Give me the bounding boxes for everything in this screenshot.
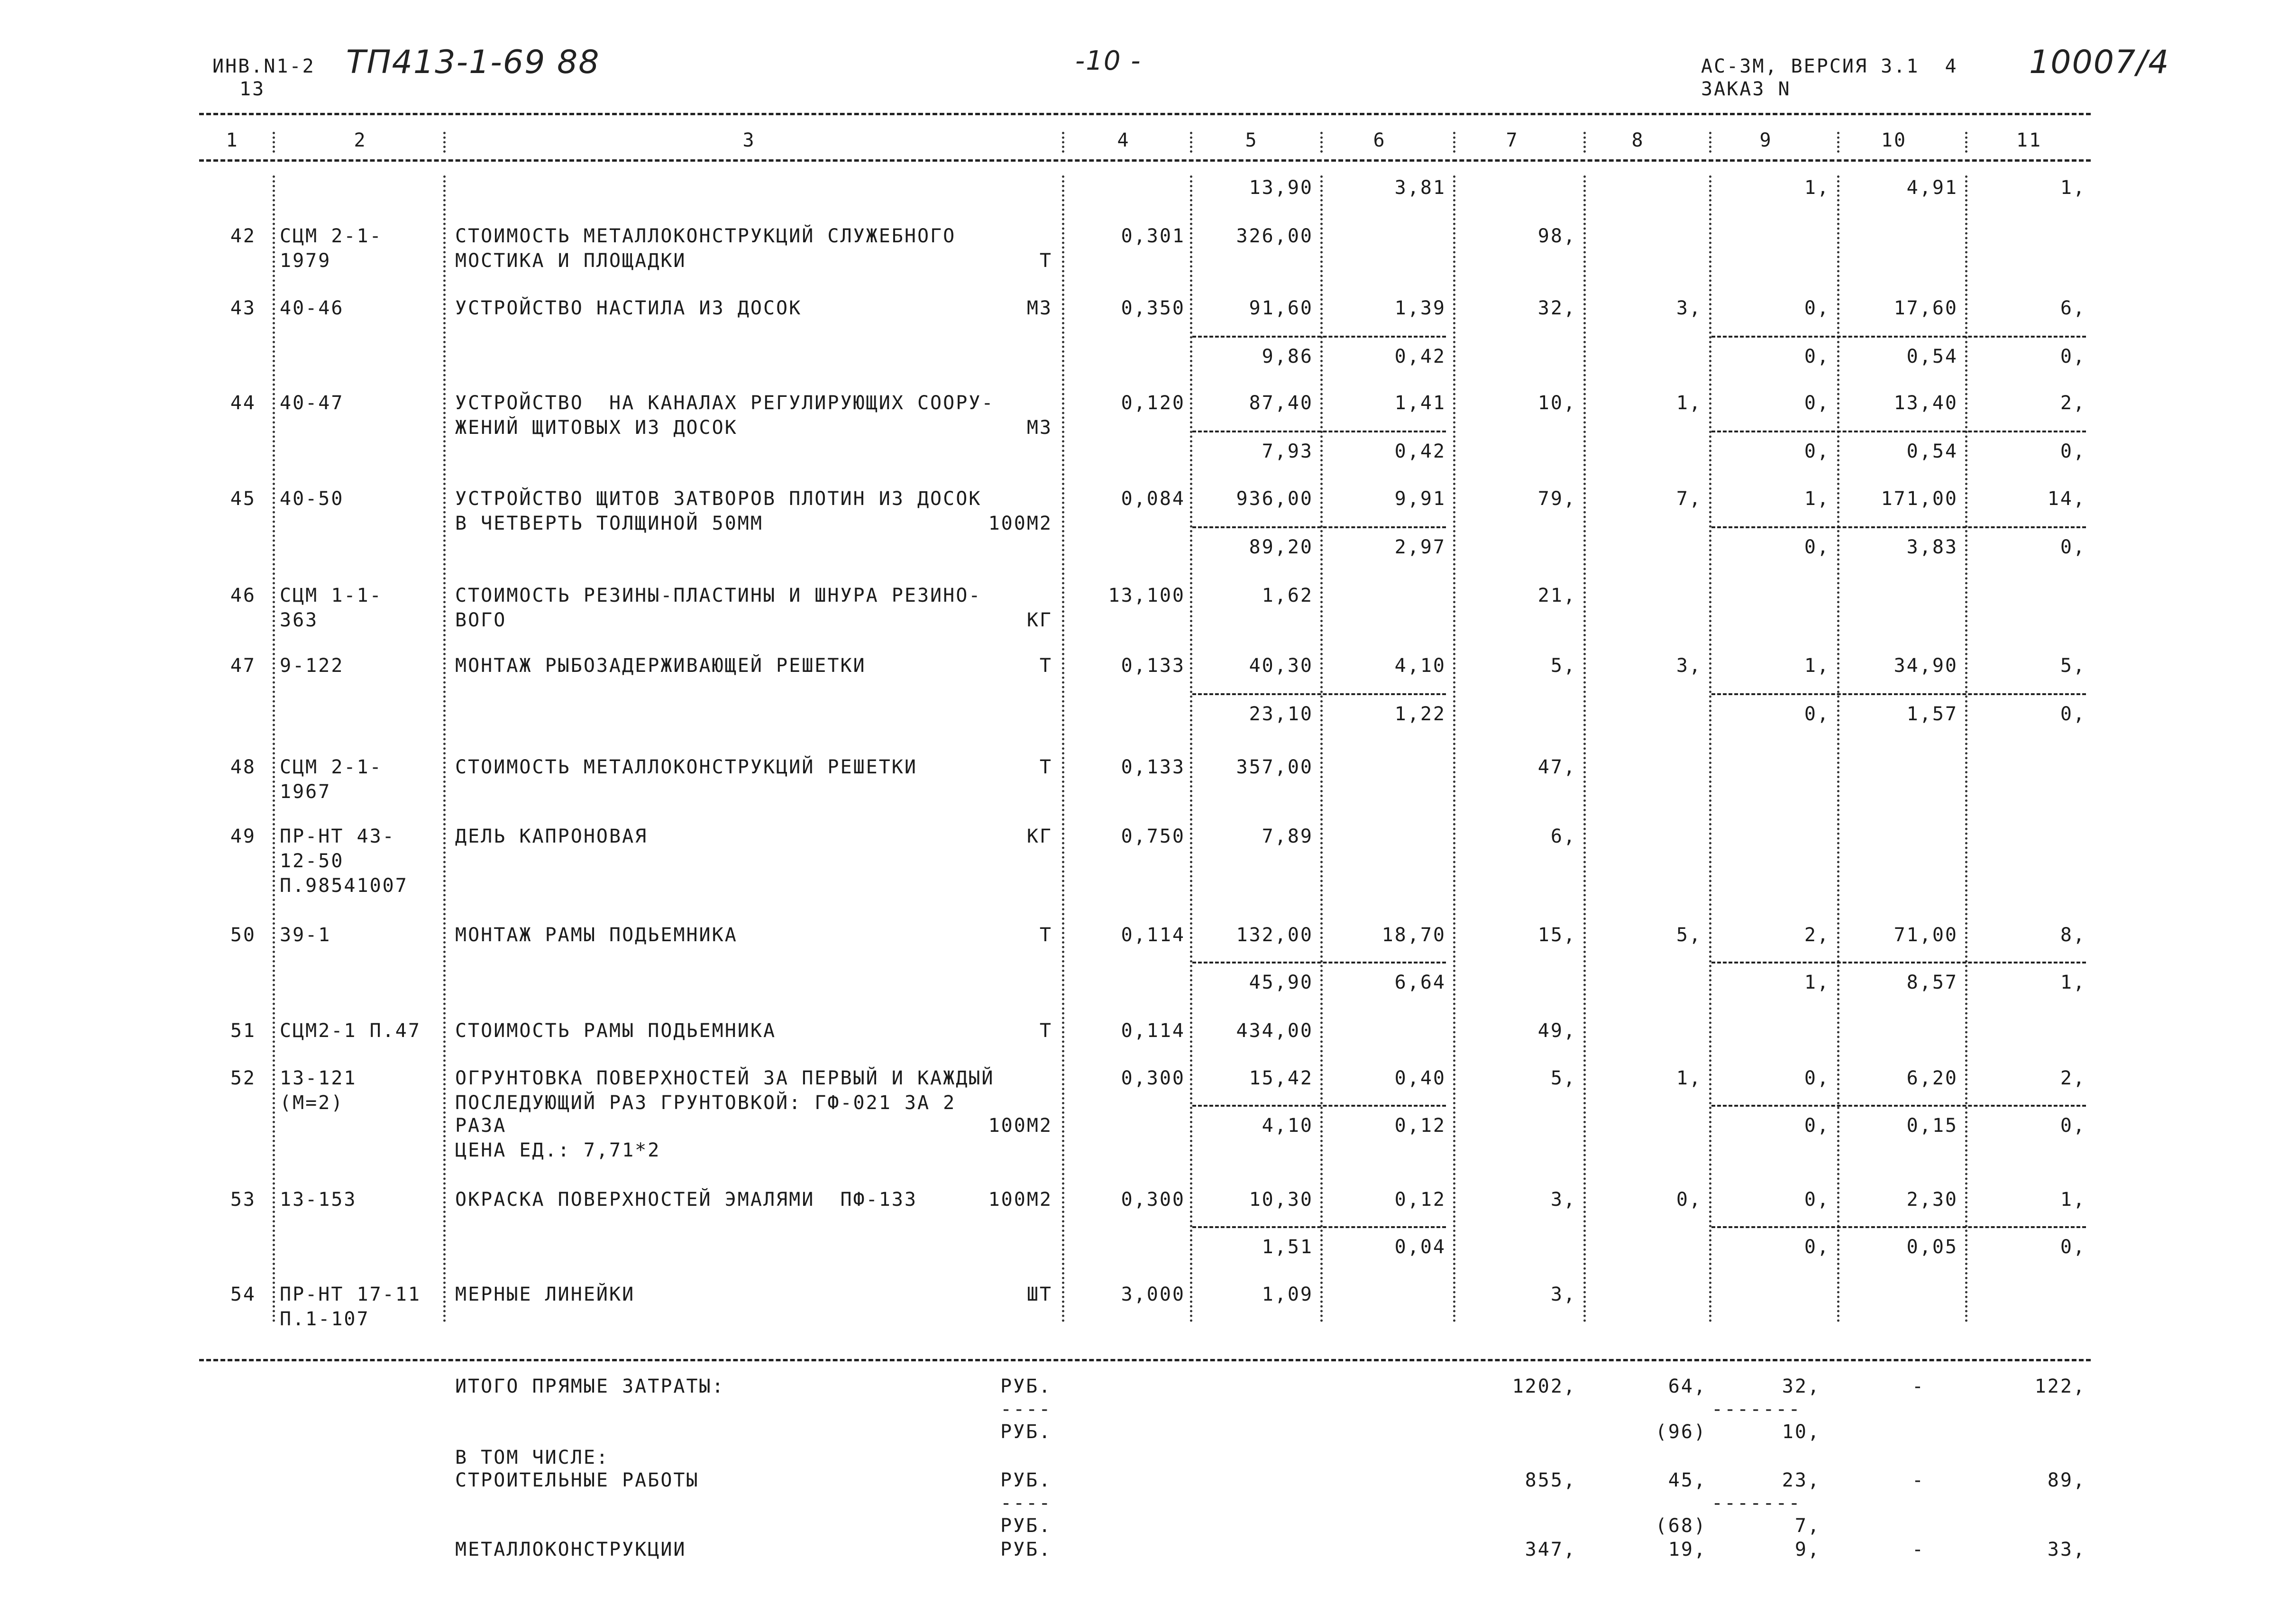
row-c8: 3, [1676, 655, 1702, 677]
row-description: ОКРАСКА ПОВЕРХНОСТЕЙ ЭМАЛЯМИ ПФ-133 [455, 1189, 917, 1211]
document-code: ТП413-1-69 88 [346, 44, 600, 81]
row-c8: 0, [1676, 1189, 1702, 1211]
total-currency: РУБ. [1000, 1376, 1052, 1397]
row-description-extra: ЦЕНА ЕД.: 7,71*2 [455, 1139, 661, 1161]
row-c9: 0, [1804, 703, 1830, 725]
row-c8: 1, [1676, 392, 1702, 414]
row-c8: 5, [1676, 924, 1702, 946]
row-c8: 3, [1676, 297, 1702, 319]
column-header-separator [1837, 132, 1839, 153]
column-header-4: 4 [1117, 129, 1130, 151]
row-unit: КГ [1026, 826, 1052, 847]
row-description: ВОГО [455, 609, 507, 631]
row-c6: 1,41 [1394, 392, 1446, 414]
row-number: 50 [230, 924, 256, 946]
total-c7: 1202, [1512, 1376, 1576, 1397]
row-code: П.1-107 [280, 1308, 370, 1330]
row-code: 12-50 [280, 850, 344, 872]
row-description: ЖЕНИЙ ЩИТОВЫХ ИЗ ДОСОК [455, 417, 738, 439]
row-c11: 5, [2060, 655, 2086, 677]
row-c6: 0,04 [1394, 1236, 1446, 1258]
row-c10: 13,40 [1894, 392, 1958, 414]
row-c11: 8, [2060, 924, 2086, 946]
row-c6: 0,42 [1394, 440, 1446, 462]
row-c9: 0, [1804, 1067, 1830, 1089]
order-label: ЗАКАЗ N [1701, 78, 1791, 100]
row-number: 44 [230, 392, 256, 414]
row-code: 1967 [280, 781, 331, 803]
row-unit: Т [1039, 756, 1052, 778]
row-code: П.98541007 [280, 875, 408, 897]
row-code: СЦМ 2-1- [280, 756, 383, 778]
total-c8: 64, [1668, 1376, 1707, 1397]
row-code: 13-153 [280, 1189, 357, 1211]
row-c8: 7, [1676, 488, 1702, 510]
row-number: 42 [230, 225, 256, 247]
row-c5: 13,90 [1249, 177, 1313, 199]
row-c5: 132,00 [1236, 924, 1313, 946]
row-c6: 0,42 [1394, 346, 1446, 367]
total-c9: 10, [1782, 1421, 1820, 1443]
row-c9: 0, [1804, 1115, 1830, 1137]
row-code: ПР-НТ 17-11 [280, 1284, 421, 1305]
row-quantity: 3,000 [1121, 1284, 1185, 1305]
row-c7: 49, [1537, 1020, 1576, 1042]
column-header-9: 9 [1759, 129, 1773, 151]
row-c6: 9,91 [1394, 488, 1446, 510]
row-c10: 171,00 [1881, 488, 1958, 510]
row-number: 54 [230, 1284, 256, 1305]
row-c5: 936,00 [1236, 488, 1313, 510]
column-header-5: 5 [1245, 129, 1258, 151]
row-c10: 0,54 [1906, 440, 1958, 462]
column-header-separator [1965, 132, 1967, 153]
row-code: СЦМ 1-1- [280, 585, 383, 606]
row-description: ОГРУНТОВКА ПОВЕРХНОСТЕЙ ЗА ПЕРВЫЙ И КАЖДЫЙ [455, 1067, 995, 1089]
row-c7: 47, [1537, 756, 1576, 778]
row-description: УСТРОЙСТВО НА КАНАЛАХ РЕГУЛИРУЮЩИХ СООРУ- [455, 392, 995, 414]
column-header-separator [1062, 132, 1064, 153]
sub-rule [1192, 693, 1446, 695]
sub-rule [1711, 336, 2086, 338]
row-c7: 5, [1550, 1067, 1576, 1089]
row-description: РАЗА [455, 1115, 507, 1137]
sub-rule [1192, 962, 1446, 963]
row-code: 39-1 [280, 924, 331, 946]
sub-rule [1711, 962, 2086, 963]
row-code: 363 [280, 609, 319, 631]
row-description: СТОИМОСТЬ МЕТАЛЛОКОНСТРУКЦИЙ РЕШЕТКИ [455, 756, 917, 778]
total-c8: (68) [1655, 1515, 1707, 1537]
row-number: 43 [230, 297, 256, 319]
row-quantity: 0,114 [1121, 924, 1185, 946]
column-header-separator [273, 132, 275, 153]
row-c9: 0, [1804, 1189, 1830, 1211]
row-description: ПОСЛЕДУЮЩИЙ РАЗ ГРУНТОВКОЙ: ГФ-021 ЗА 2 [455, 1092, 956, 1114]
row-unit: 100М2 [988, 513, 1052, 534]
total-currency: РУБ. [1000, 1539, 1052, 1560]
row-c5: 9,86 [1262, 346, 1313, 367]
row-c8: 1, [1676, 1067, 1702, 1089]
total-construction-label: СТРОИТЕЛЬНЫЕ РАБОТЫ [455, 1469, 699, 1491]
column-separator [1062, 175, 1064, 1323]
row-unit: ШТ [1026, 1284, 1052, 1305]
column-separator [443, 175, 446, 1323]
order-number: 10007/4 [2029, 44, 2170, 81]
row-code: (М=2) [280, 1092, 344, 1114]
header-rule [199, 113, 2091, 115]
total-direct-label: ИТОГО ПРЯМЫЕ ЗАТРАТЫ: [455, 1376, 725, 1397]
row-c9: 0, [1804, 392, 1830, 414]
total-dash: ------- [1711, 1492, 1802, 1514]
row-c9: 1, [1804, 488, 1830, 510]
column-header-10: 10 [1881, 129, 1907, 151]
row-number: 47 [230, 655, 256, 677]
row-c11: 6, [2060, 297, 2086, 319]
total-c10: - [1912, 1539, 1925, 1560]
row-unit: 100М2 [988, 1189, 1052, 1211]
row-number: 49 [230, 826, 256, 847]
row-c6: 0,12 [1394, 1189, 1446, 1211]
column-header-2: 2 [354, 129, 367, 151]
total-dash: ------- [1711, 1398, 1802, 1420]
column-header-6: 6 [1373, 129, 1386, 151]
sub-rule [1192, 1226, 1446, 1228]
version-label: АС-3М, ВЕРСИЯ 3.1 4 [1701, 55, 1958, 77]
column-header-separator [1583, 132, 1586, 153]
total-c7: 347, [1525, 1539, 1576, 1560]
row-number: 46 [230, 585, 256, 606]
inventory-label: ИНВ.N1-2 [212, 55, 315, 77]
row-c5: 45,90 [1249, 972, 1313, 993]
row-c6: 6,64 [1394, 972, 1446, 993]
total-c10: - [1912, 1376, 1925, 1397]
row-c7: 5, [1550, 655, 1576, 677]
column-separator [1190, 175, 1192, 1323]
row-c11: 0, [2060, 440, 2086, 462]
row-c9: 0, [1804, 536, 1830, 558]
row-c5: 4,10 [1262, 1115, 1313, 1137]
row-c11: 1, [2060, 1189, 2086, 1211]
row-quantity: 0,114 [1121, 1020, 1185, 1042]
row-c10: 17,60 [1894, 297, 1958, 319]
row-description: МОСТИКА И ПЛОЩАДКИ [455, 250, 686, 272]
column-header-rule [199, 159, 2091, 162]
total-including-label: В ТОМ ЧИСЛЕ: [455, 1447, 609, 1468]
page-mark: -10 - [1075, 46, 1142, 76]
totals-rule [199, 1359, 2091, 1361]
row-number: 51 [230, 1020, 256, 1042]
row-c10: 1,57 [1906, 703, 1958, 725]
row-c10: 2,30 [1906, 1189, 1958, 1211]
total-c7: 855, [1525, 1469, 1576, 1491]
total-c8: 45, [1668, 1469, 1707, 1491]
row-c9: 0, [1804, 440, 1830, 462]
row-unit: Т [1039, 655, 1052, 677]
row-c5: 10,30 [1249, 1189, 1313, 1211]
total-currency: РУБ. [1000, 1469, 1052, 1491]
column-separator [1453, 175, 1455, 1323]
row-quantity: 0,300 [1121, 1067, 1185, 1089]
sub-rule [1192, 431, 1446, 432]
total-c11: 122, [2034, 1376, 2086, 1397]
row-c6: 3,81 [1394, 177, 1446, 199]
row-quantity: 0,350 [1121, 297, 1185, 319]
total-c9: 23, [1782, 1469, 1820, 1491]
row-unit: КГ [1026, 609, 1052, 631]
row-code: 40-46 [280, 297, 344, 319]
row-c11: 1, [2060, 972, 2086, 993]
total-dash: ---- [1000, 1492, 1052, 1514]
row-c11: 0, [2060, 346, 2086, 367]
total-c8: (96) [1655, 1421, 1707, 1443]
row-c10: 34,90 [1894, 655, 1958, 677]
column-separator [1583, 175, 1586, 1323]
column-separator [1320, 175, 1323, 1323]
row-number: 52 [230, 1067, 256, 1089]
row-c11: 0, [2060, 703, 2086, 725]
row-c5: 87,40 [1249, 392, 1313, 414]
row-c7: 98, [1537, 225, 1576, 247]
row-code: 40-47 [280, 392, 344, 414]
row-code: 9-122 [280, 655, 344, 677]
total-c11: 89, [2047, 1469, 2086, 1491]
row-c11: 0, [2060, 536, 2086, 558]
row-c9: 1, [1804, 177, 1830, 199]
row-description: УСТРОЙСТВО НАСТИЛА ИЗ ДОСОК [455, 297, 802, 319]
column-header-7: 7 [1506, 129, 1519, 151]
row-c10: 0,54 [1906, 346, 1958, 367]
row-c5: 1,09 [1262, 1284, 1313, 1305]
row-c7: 3, [1550, 1284, 1576, 1305]
row-code: СЦМ 2-1- [280, 225, 383, 247]
column-header-11: 11 [2016, 129, 2042, 151]
sub-rule [1192, 336, 1446, 338]
row-number: 45 [230, 488, 256, 510]
total-c9: 7, [1794, 1515, 1820, 1537]
sub-rule [1711, 693, 2086, 695]
row-code: СЦМ2-1 П.47 [280, 1020, 421, 1042]
row-c6: 18,70 [1381, 924, 1446, 946]
row-c5: 1,62 [1262, 585, 1313, 606]
row-c10: 0,05 [1906, 1236, 1958, 1258]
sub-rule [1192, 526, 1446, 528]
row-c9: 1, [1804, 972, 1830, 993]
row-quantity: 0,750 [1121, 826, 1185, 847]
row-c9: 1, [1804, 655, 1830, 677]
row-c6: 0,40 [1394, 1067, 1446, 1089]
row-c6: 0,12 [1394, 1115, 1446, 1137]
sub-rule [1192, 1105, 1446, 1107]
row-c7: 3, [1550, 1189, 1576, 1211]
row-number: 48 [230, 756, 256, 778]
row-quantity: 0,133 [1121, 655, 1185, 677]
row-c5: 357,00 [1236, 756, 1313, 778]
total-currency: РУБ. [1000, 1515, 1052, 1537]
column-header-separator [1709, 132, 1711, 153]
row-quantity: 0,120 [1121, 392, 1185, 414]
column-header-separator [443, 132, 446, 153]
total-c8: 19, [1668, 1539, 1707, 1560]
row-description: МЕРНЫЕ ЛИНЕЙКИ [455, 1284, 635, 1305]
row-description: СТОИМОСТЬ РАМЫ ПОДЬЕМНИКА [455, 1020, 777, 1042]
sub-rule [1711, 526, 2086, 528]
row-quantity: 0,300 [1121, 1189, 1185, 1211]
row-c5: 326,00 [1236, 225, 1313, 247]
row-quantity: 0,084 [1121, 488, 1185, 510]
row-c5: 15,42 [1249, 1067, 1313, 1089]
row-description: МОНТАЖ РАМЫ ПОДЬЕМНИКА [455, 924, 738, 946]
row-c6: 1,22 [1394, 703, 1446, 725]
row-c7: 6, [1550, 826, 1576, 847]
row-c5: 89,20 [1249, 536, 1313, 558]
row-c10: 6,20 [1906, 1067, 1958, 1089]
column-header-8: 8 [1631, 129, 1645, 151]
column-header-separator [1453, 132, 1455, 153]
row-c5: 7,93 [1262, 440, 1313, 462]
total-dash: ---- [1000, 1398, 1052, 1420]
row-description: СТОИМОСТЬ МЕТАЛЛОКОНСТРУКЦИЙ СЛУЖЕБНОГО [455, 225, 956, 247]
column-header-1: 1 [226, 129, 239, 151]
total-c10: - [1912, 1469, 1925, 1491]
row-c9: 0, [1804, 297, 1830, 319]
row-code: ПР-НТ 43- [280, 826, 395, 847]
row-number: 53 [230, 1189, 256, 1211]
row-c11: 2, [2060, 1067, 2086, 1089]
row-unit: Т [1039, 1020, 1052, 1042]
row-c10: 71,00 [1894, 924, 1958, 946]
row-c11: 2, [2060, 392, 2086, 414]
total-c9: 32, [1782, 1376, 1820, 1397]
row-c5: 434,00 [1236, 1020, 1313, 1042]
row-code: 13-121 [280, 1067, 357, 1089]
sub-rule [1711, 1226, 2086, 1228]
inventory-number: 13 [239, 78, 265, 100]
row-quantity: 13,100 [1108, 585, 1185, 606]
row-code: 40-50 [280, 488, 344, 510]
row-c9: 0, [1804, 1236, 1830, 1258]
row-c10: 8,57 [1906, 972, 1958, 993]
row-description: СТОИМОСТЬ РЕЗИНЫ-ПЛАСТИНЫ И ШНУРА РЕЗИНО- [455, 585, 982, 606]
row-c11: 1, [2060, 177, 2086, 199]
row-c10: 0,15 [1906, 1115, 1958, 1137]
column-header-separator [1320, 132, 1323, 153]
row-unit: Т [1039, 250, 1052, 272]
row-c10: 3,83 [1906, 536, 1958, 558]
row-unit: 100М2 [988, 1115, 1052, 1137]
row-unit: М3 [1026, 297, 1052, 319]
row-code: 1979 [280, 250, 331, 272]
total-currency: РУБ. [1000, 1421, 1052, 1443]
row-description: В ЧЕТВЕРТЬ ТОЛЩИНОЙ 50ММ [455, 513, 763, 534]
row-c5: 40,30 [1249, 655, 1313, 677]
row-c7: 15, [1537, 924, 1576, 946]
row-c5: 23,10 [1249, 703, 1313, 725]
sub-rule [1711, 431, 2086, 432]
row-c6: 2,97 [1394, 536, 1446, 558]
column-header-separator [1190, 132, 1192, 153]
row-c5: 91,60 [1249, 297, 1313, 319]
row-c5: 1,51 [1262, 1236, 1313, 1258]
row-c9: 0, [1804, 346, 1830, 367]
row-quantity: 0,133 [1121, 756, 1185, 778]
total-metal-label: МЕТАЛЛОКОНСТРУКЦИИ [455, 1539, 686, 1560]
column-header-3: 3 [742, 129, 756, 151]
row-unit: Т [1039, 924, 1052, 946]
row-c11: 0, [2060, 1236, 2086, 1258]
column-separator [273, 175, 275, 1323]
total-c9: 9, [1794, 1539, 1820, 1560]
row-unit: М3 [1026, 417, 1052, 439]
row-c9: 2, [1804, 924, 1830, 946]
row-description: МОНТАЖ РЫБОЗАДЕРЖИВАЮЩЕЙ РЕШЕТКИ [455, 655, 866, 677]
total-c11: 33, [2047, 1539, 2086, 1560]
row-quantity: 0,301 [1121, 225, 1185, 247]
row-description: ДЕЛЬ КАПРОНОВАЯ [455, 826, 648, 847]
row-c7: 10, [1537, 392, 1576, 414]
row-c7: 32, [1537, 297, 1576, 319]
row-c7: 21, [1537, 585, 1576, 606]
row-c11: 14, [2047, 488, 2086, 510]
row-c5: 7,89 [1262, 826, 1313, 847]
row-c6: 1,39 [1394, 297, 1446, 319]
row-c6: 4,10 [1394, 655, 1446, 677]
row-description: УСТРОЙСТВО ЩИТОВ ЗАТВОРОВ ПЛОТИН ИЗ ДОСОК [455, 488, 982, 510]
row-c11: 0, [2060, 1115, 2086, 1137]
sub-rule [1711, 1105, 2086, 1107]
row-c10: 4,91 [1906, 177, 1958, 199]
row-c7: 79, [1537, 488, 1576, 510]
